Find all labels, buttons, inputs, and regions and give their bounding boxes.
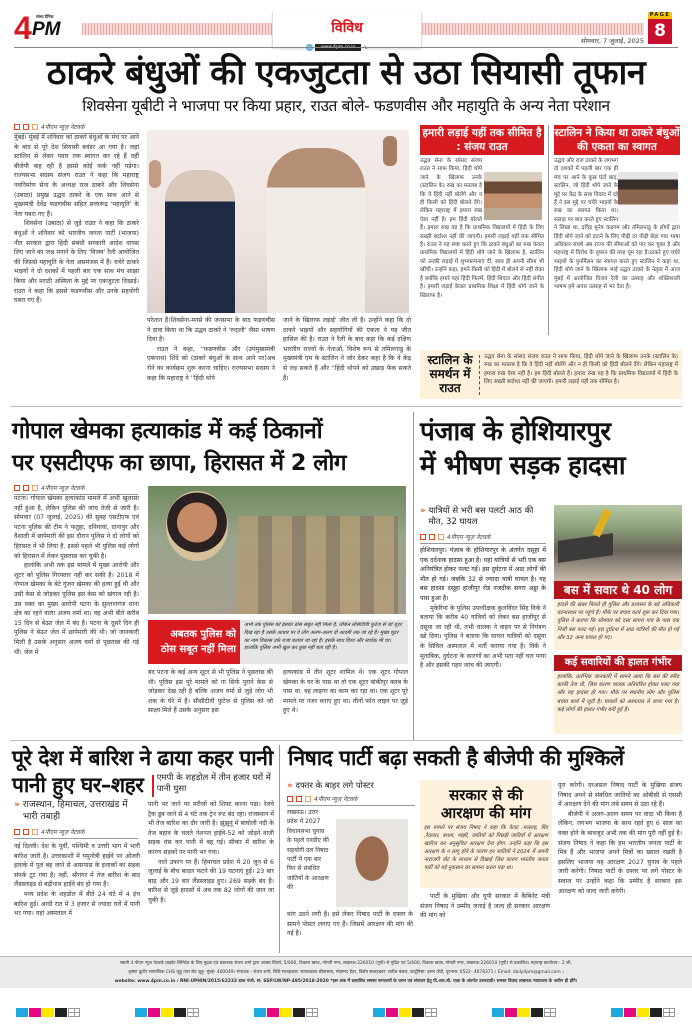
byline-square-icon [305, 796, 311, 802]
story2-headline[interactable] [12, 415, 412, 479]
byline-square-icon [32, 485, 38, 491]
story2-headline-line2: पर एसटीएफ का छापा, हिरासत में 2 लोग [12, 450, 346, 476]
crosshair-swatch [425, 1008, 437, 1017]
overturned-bus [558, 533, 613, 563]
story5-right [558, 781, 682, 951]
callout-title[interactable]: अबतक पुलिस को ठोस सबूत नहीं मिला [148, 620, 240, 664]
byline-square-icon [420, 534, 426, 540]
story4-col2 [148, 800, 274, 952]
column-divider [413, 412, 414, 740]
registration-swatch-group [135, 1002, 200, 1021]
story2-col1 [14, 494, 139, 738]
color-swatch [135, 1008, 147, 1017]
story1-photo-thackeray-brothers [147, 130, 409, 313]
story1-paragraph: राउत ने कहा, ''फडणवीस और (उपमुख्यमंत्री एकनाथ) शिंदे को (ठाकरे बंधुओं के साथ आने पर)अब रोने का कार्यक्रम शुरू करना चाहिए। राज्यसभा सदस्य ने कहा कि महाराष्ट्र ने ''हिंदी थोपे [147, 345, 275, 382]
kicker-text: यात्रियों से भरी बस पलटी आठ की मौत, 32 घायल [428, 506, 534, 527]
story4-lead-paragraph: नई दिल्ली। देश के पूर्वी, पश्चिमी व उत्तरी भाग में भारी बारिश जारी है। उत्तरकाशी में यमुनोत्री हाईवे पर ओजरी इलाके में पुल बह जाने से आसपास के इलाकों का सड़क संपर्क टूट गया है। वहीं, श्रीनगर में तेज बारिश के बाद लैंडस्लाइड से बद्रीनाथ हाईवे बंद हो गया है। [14, 843, 140, 889]
story5-byline [287, 795, 415, 806]
photo-sanjay-nishad [336, 819, 408, 907]
byline-square-icon [23, 485, 29, 491]
byline-square-icon [287, 796, 293, 802]
byline-text: 4पीएम न्यूज़ नेटवर्क [41, 124, 85, 131]
box2-title[interactable]: स्टालिन ने किया था ठाकरे बंधुओं की एकता का स्वागत [554, 127, 680, 153]
logo-tagline: सांध्य दैनिक [36, 14, 54, 19]
color-swatch [55, 1008, 67, 1017]
story3-body [420, 546, 546, 736]
story5-box-title[interactable]: सरकार से की आरक्षण की मांग [440, 786, 532, 822]
color-swatch [518, 1008, 530, 1017]
color-swatch [174, 1008, 186, 1017]
color-swatch [611, 1008, 623, 1017]
story3-lead-paragraph: होशियारपुर। पंजाब के होशियारपुर के अंतर्गत दसूहा में एक दर्दनाक हादसा हुआ है। यहां यात्रियों से भरी एक बस अनियंत्रित होकर पलट गई। इस दुर्घटना में आठ लोगों की मौत हो गई। जबकि 32 से ज्यादा यात्री घायल है। यह बस हादसा दसूहा हाजीपुर रोड नजदीक सगरा अड्डा के पास हुआ है। [420, 547, 546, 602]
crosshair-swatch [663, 1008, 675, 1017]
chevron-right-icon: » [14, 800, 20, 810]
color-swatch [42, 1008, 54, 1017]
story3-headline-line2: में भीषण सड़क हादसा [420, 451, 626, 481]
page-badge [648, 12, 672, 44]
story3-headline-line1: पंजाब के होशियारपुर [420, 417, 611, 447]
story3-box1-text: हादसे की खबर मिलते ही पुलिस और प्रशासन के बड़े अधिकारी घटनास्थल पर पहुंचे हैं। मौके पर बचाव कार्य शुरू कर दिया गया। पुलिस ने बताया कि सोमवार को दसा सागरा गांव के पास एक निजी बस पलट गई। इस दुर्घटना में आठ यात्रियों की मौत हो गई और 32 अन्य घायल हो गए। [554, 600, 682, 650]
box3-strip [420, 350, 682, 399]
issue-date: सोमवार, 7 जुलाई, 2025 [580, 37, 644, 45]
story5-paragraph: पूरा करेगी। दरअसल निषाद पार्टी के मुखिया संजय निषाद अपने से संबंधित जातियों का ओबीसी से एससी में आरक्षण देने की मांग लंबे समय से उठा रहे हैं। [558, 782, 682, 809]
story2-photo-police [148, 486, 406, 614]
registration-swatch-group [611, 1002, 676, 1021]
raised-hand [383, 136, 397, 166]
story4-paragraph: नाले उफान पर हैं। हिमाचल प्रदेश में 20 जून से 6 जुलाई के बीच बादल फटने की 19 घटनाएं हुई। 23 बार बाढ़ और 19 बार लैंडस्लाइड हुए। 269 सड़कें बंद हैं। बारिश से जुड़े हादसों में अब तक 82 लोगों की जान जा चुकी है। [148, 858, 274, 904]
kicker-text: राजस्थान, हिमाचल, उत्तराखंड में भारी तबाही [22, 800, 128, 822]
red-marker-icon [152, 775, 154, 797]
story1-col3 [283, 316, 411, 404]
box1-title[interactable]: हमारी लड़ाई यहीं तक सीमित है : संजय राउत [420, 125, 544, 155]
color-swatch [386, 1008, 398, 1017]
story4-paragraph: पानी भर जाने पर मरीजों को शिफ्ट करना पड़ा। रेलवे ट्रैक डूब जाने से 4 घंटे तक ट्रेन रूट बंद रहा। राजस्थान में भी तेज बारिश का दौर जारी है। झुंझुनूं में बाघोली नदी के तेज बहाव के चलते नेशनल हाईवे-52 को जोड़ने वाली सड़क धंस कर पानी में बह गई। सीकर में बारिश के कारण सड़कों पर पानी भर गया। [148, 801, 274, 856]
imprint-footer [0, 956, 692, 988]
box2-body: उद्धव और राज ठाकरे के लगभग दो दशकों में पहली बार एक ही मंच पर आने के कुछ घंटों बाद, स्टालिन, जो हिंदी थोपे जाने के मुद्दे पर केंद्र के साथ विवाद में रहे हैं ने इस मुद्दे पर चचेरे भाइयों के रुख का स्वागत किया था। सलाह पर बात करते हुए स्टालिन ने लिखा था, द्रविड़ मुनेत्र कड़गम और तमिलनाडु के लोगों द्वारा हिंदी थोपे जाने को हटाने के लिए पीढ़ी दर पीढ़ी छेड़ा गया भाषा अधिकार संघर्ष अब राज्य की सीमाओं को पार कर चुका है और महाराष्ट्र में विरोध के तूफान की तरह घूम रहा है।ठाकरे हुए चचेरे भाइयों के पुनर्मिलन का स्वागत करते हुए स्टालिन ने कहा था, हिंदी थोपे जाने के खिलाफ भाई उद्धव ठाकरे के नेतृत्व में आज मुंबई में आयोजित विजय रैली का उत्साह और शक्तिशाली भाषण हमें अपार उत्साह से भर देता है। [554, 158, 680, 291]
story1-col1 [14, 133, 139, 405]
box1-text [420, 157, 544, 339]
story2-callout [148, 620, 408, 664]
logo[interactable] [14, 10, 74, 46]
byline-text: 4पीएम न्यूज़ नेटवर्क [447, 534, 491, 541]
story1-lead-paragraph: मुंबई। मुंबई में शनिवार को ठाकरे बंधुओं के मंच पर आने के बाद से पूरे देश सियासी बवंडर आ गया है। जहां स्टालिन से लेकर पवार तक स्वागत कर रहे हैं वहीं बीजेपी कह रही है इससे कोई फर्क नहीं पड़ेगा। राज्यसभा सदस्य संजय राउत ने कहा कि महाराष्ट्र नवनिर्माण सेना के अध्यक्ष राज ठाकरे और शिवसेना (उबाठा) प्रमुख उद्धव ठाकरे के एक साथ आने से मुख्यमंत्री देवेंद्र फडणवीस सहित सत्तारूढ़ 'महायुति' के नेता घबरा गए हैं। [14, 134, 139, 218]
story4-col1 [14, 842, 140, 952]
chevron-right-icon: » [420, 506, 426, 516]
story5-paragraph: बीजेपी ने अलग-अलग समय पर वादा भी किया है लेकिन, लगभग भाजपा के साथ रहते हुए 6 साल का वक्त होने के बावजूद अभी तक की मांग पूरी नहीं हुई है। संजय निषाद ने कहा कि हम भारतीय जनता पार्टी के मित्र हैं और भाजपा अपने मित्रों का ख्याल रखती है इसलिए भाजपा यह आरक्षण 2027 चुनाव के पहले जारी करेगी। निषाद पार्टी के दफ्तर पर लगे पोस्टर के सवाल पर उन्होंने कहा कि उम्मीद है सरकार इस आरक्षण को जल्द जारी करेगी। [558, 810, 682, 895]
story2-headline-line1: गोपाल खेमका हत्याकांड में कई ठिकानों [12, 418, 323, 444]
photo-spacer [618, 157, 680, 223]
story5-box [420, 780, 552, 888]
byline-square-icon [14, 829, 20, 835]
story1-col2 [147, 316, 275, 404]
figure-right [267, 148, 365, 313]
color-swatch [267, 1008, 279, 1017]
registration-swatch-group [373, 1002, 438, 1021]
police-figures [238, 516, 398, 614]
story4-byline [14, 828, 138, 839]
story5-kicker [287, 781, 415, 792]
color-swatch [29, 1008, 41, 1017]
masthead-rule [14, 47, 678, 48]
crosshair-swatch [68, 1008, 80, 1017]
imprint-line-1: स्वामी 4 पीएम न्यूज नेटवर्क प्राइवेट लिमिटेड के लिए मुद्रक एवं प्रकाशक संजय शर्मा द्वारा आस्था प्रिंटर्स, 5/600, विकास खण्ड, गोमती नगर, लखनऊ-226010 (यूपी) से मुद्रित एवं 5/600, विकास खण्ड, गोमती नगर, लखनऊ-226010 (यूपी) से प्रकाशित। महाराष्ट्र कार्यालय:- 2 जी, [120, 961, 572, 966]
registration-swatch-group [492, 1002, 557, 1021]
crosshair-swatch [306, 1008, 318, 1017]
story2-paragraph: हालांकि अभी तक इस मामले में मुख्य आरोपी और शूटर को पुलिस गिरफ्तार नहीं कर सकी है। 2018 में गोपाल खेमका के बेटे गुंजन खेमका की हत्या हुई थी और उसी केस से जोड़कर पुलिस इस केस को खंगाल रही है। उस वक्त का मुख्य आरोपी पटना के सुल्तानगंज थाना क्षेत्र का रहने वाला अजय वर्मा था। वह अभी बीते करीब 15 दिन से बेऊर जेल में बंद है। पटना के दूसरे दिन ही पुलिस ने बेऊर जेल में छापेमारी की थी। जो जानकारी मिली है उसके अनुसार अजय वर्मा से पूछताछ की गई थी। जेल में [14, 562, 139, 656]
story3-kicker [420, 506, 546, 528]
section-rule [10, 740, 682, 741]
byline-text: 4पीएम न्यूज़ नेटवर्क [41, 485, 85, 492]
callout-text: अभी तक पुलिस को इसका ठोस सबूत नहीं मिला है, लेकिन सीसीटीवी फुटेज से जो शूटर दिख रहा है उसके आधार पर वे लोग अलग-अलग दो आदमी तक जा रहे हैं। मुख्य शूटर का नाम विकास उर्फ़ राजा बताया जा रहा है। इसके साथ विश्व और सार्थक भी था। हालांकि पुलिस अभी खुल कर कुछ नहीं बता रही है। [244, 622, 402, 652]
color-swatch [254, 1008, 266, 1017]
color-swatch [650, 1008, 662, 1017]
color-swatch [293, 1008, 305, 1017]
side-head-text: एमपी के शहडोल में तीन हजार घरों में पानी घुसा [156, 773, 271, 794]
story1-paragraph: शिवसेना (उबाठा) से जुड़े राउत ने कहा कि ठाकरे बंधुओं ने शनिवार को भारतीय जनता पार्टी (भाजपा) नीत सरकार द्वारा हिंदी संबंधी सरकारी आदेश वापस लिए जाने का जश्न मनाने के लिए 'विजय' रैली आयोजित की जिससे महायुति के नेता असमंजस में हैं। चचेरे ठाकरे भाइयों ने दो दशकों में पहली बार एक साथ मंच साझा किया और मराठी अस्मिता के मुद्दे पर एकजुटता दिखाई। राउत ने कहा कि इससे फडणवीस और उनके सहयोगी घबरा गए हैं। [14, 220, 139, 305]
story4-kicker [14, 800, 142, 823]
color-swatch [531, 1008, 543, 1017]
color-swatch [16, 1008, 28, 1017]
story2-paragraph: बंद पटना के कई अन्य शूटर से भी पुलिस ने पूछताछ की थी। पुलिस इस पूरे मामले को ना सिर्फ पुराने केस से जोड़कर देख रही है बल्कि अजय वर्मा से जुड़े लोग भी शक के घेरे में हैं। सीसीटीवी फुटेज से पुलिस को जो साक्ष्य मिले हैं उसके अनुसार इस [148, 669, 273, 715]
column-divider [279, 745, 280, 953]
color-swatch [399, 1008, 411, 1017]
byline-square-icon [296, 796, 302, 802]
story2-col3 [283, 668, 408, 734]
story1-subhead: शिवसेना यूबीटी ने भाजपा पर किया प्रहार, राउत बोले- फडणवीस और महायुति के अन्य नेता परेशान [82, 97, 610, 115]
story3-byline [420, 533, 546, 544]
story3-photo-bus-accident [554, 505, 682, 581]
page-number: 8 [648, 19, 672, 44]
registration-swatch-group [16, 1002, 81, 1021]
byline-square-icon [23, 124, 29, 130]
story3-box1-title[interactable]: बस में सवार थे 40 लोग [554, 581, 682, 599]
byline-square-icon [429, 534, 435, 540]
chevron-right-icon: » [287, 781, 293, 791]
section-rule [10, 406, 682, 407]
inset-portrait-khemka [166, 491, 228, 561]
color-swatch [161, 1008, 173, 1017]
story5-lead-rest: मांग उठने लगी है। इसे लेकर निषाद पार्टी के दफ्तर के सामने पोस्टर लगाए गए हैं। जिसमें आरक्षण की मांग की गई है। [287, 911, 413, 938]
byline-square-icon [32, 124, 38, 130]
column-divider [548, 125, 549, 335]
imprint-line-3: website: www.4pm.co.in । RNI-UPHIN/2015/62233 डाक पंजी. सं- SSP/LW/NP-495/2018-2020 *इस अंक में प्रकाशित समस्त समाचारों के चयन एवं संपादन हेतु पी.आर.बी. एक्ट के अंतर्गत उत्तरदायी। समस्त विवाद लखनऊ न्यायालय के अधीन ही होंगे। [114, 979, 578, 984]
story2-paragraph: हत्याकांड में तीन शूटर शामिल थे। एक शूटर गोपाल खेमका के घर के पास था तो एक शूटर बांकीपुर क्लब के पास था. वह लाइनर का काम कर रहा था। एक शूटर पूरे मामले पर नजर बनाए हुए था। तीनों फोन लाइन पर जुड़े हुए थे। [283, 669, 408, 715]
header-stripe-right [422, 23, 644, 35]
story5-headline[interactable]: निषाद पार्टी बढ़ा सकती है बीजेपी की मुश्किलें [288, 746, 624, 770]
story3-paragraph: मुकेरियां के पुलिस उपाधीक्षक कुलविंदर सिंह विर्क ने बताया कि करीब 40 यात्रियों को लेकर बस हाजीपुर से दसूया जा रही थी, तभी चालक ने वाहन पर से नियंत्रण खो दिया। पुलिस ने बताया कि घायल यात्रियों को दसूया के सिविल अस्पताल में भर्ती कराया गया है। विर्क ने मुताबिक, दुर्घटना के कारणों का अभी पता नहीं चल पाया है और इसकी गहन जांच की जाएगी। [420, 604, 546, 670]
story1-headline[interactable]: ठाकरे बंधुओं की एकजुटता से उठा सियासी तूफान [46, 53, 646, 93]
story5-mid [420, 892, 550, 952]
byline-square-icon [32, 829, 38, 835]
box3-title[interactable]: स्टालिन के समर्थन में राउत [427, 353, 473, 395]
story3-box2-text: हालांकि, प्रारंभिक जानकारी में सामने आया कि बस की स्पीड काफी तेज थी, जिस कारण चालक अनियंत्रित होकर पलट गया और यह हादसा हो गया। मौके पर स्थानीय लोग और पुलिस बचाव कार्य में जुटी है। घायलों को अस्पताल ले जाया गया है। कई लोगों की हालत गंभीर बनी हुई है। [554, 672, 682, 734]
story3-headline[interactable] [420, 415, 682, 483]
story2-lead-paragraph: पटना। गोपाल खेमका हत्याकांड मामले में अभी खुलासा नहीं हुआ है, लेकिन पुलिस की जांच तेजी से जारी है। सोमवार (07 जुलाई, 2025) की सुबह एसटीएफ एवं पटना पुलिस की टीम ने फतुहा, दनियावां, दानापुर और वैशाली में छापेमारी की इस दौरान पुलिस ने दो लोगों को हिरासत में भी लिया है. इससे पहले भी पुलिस कई लोगों को हिरासत में लेकर पूछताछ कर चुकी है। [14, 495, 139, 560]
story4-headline-line2: पानी हुए घर–शहर [12, 773, 144, 797]
header-stripe-left [82, 23, 272, 35]
color-swatch [624, 1008, 636, 1017]
story5-lead-wrap: लखनऊ। उत्तर प्रदेश में 2027 विधानसभा चुनाव के पहले एनडीए की सहयोगी दल निषाद पार्टी में एक बार फिर से संबंधित जातियों के आरक्षण की [287, 809, 329, 892]
figure-left [165, 170, 235, 313]
color-swatch [505, 1008, 517, 1017]
byline-square-icon [23, 829, 29, 835]
page-label: PAGE [649, 12, 671, 18]
color-swatch [637, 1008, 649, 1017]
box3-dashed-divider [479, 355, 480, 395]
story2-col2 [148, 668, 273, 734]
story4-paragraph: मध्य प्रदेश के शहडोल में बीते 24 घंटे में 4 इंच बारिश हुई। आधी रात में 3 हजार से ज्यादा घरों में पानी भर गया। यहां अस्पताल में [14, 890, 140, 918]
crosshair-swatch [544, 1008, 556, 1017]
byline-square-icon [14, 124, 20, 130]
crosshair-swatch [187, 1008, 199, 1017]
masthead [0, 0, 692, 50]
byline-square-icon [14, 485, 20, 491]
kicker-text: दफ्तर के बाहर लगे पोस्टर [295, 781, 374, 791]
color-swatch [492, 1008, 504, 1017]
logo-number: 4 [14, 10, 32, 46]
color-swatch [412, 1008, 424, 1017]
color-swatch [148, 1008, 160, 1017]
story1-paragraph: परेशान हैं।शिवसेना-मनसे की जनसभा के बाद फडणवीस ने दावा किया था कि उद्धव ठाकरे ने 'रुदाली' जैसा भाषण दिया है। [147, 317, 275, 344]
story4-headline-line1: पूरे देश में बारिश ने ढाया कहर पानी [12, 746, 273, 770]
section-title: विविध [331, 20, 363, 36]
story5-paragraph: पार्टी के मुखिया और यूपी सरकार में कैबिनेट मंत्री संजय निषाद ने उम्मीद जताई है जल्द ही सरकार आरक्षण की मांग को [420, 893, 550, 920]
box1-body: उद्धव सेना के सांसद संजय राउत ने साफ किया, हिंदी थोपे जाने के खिलाफ उनके (स्टालिन के) रुख का मतलब है कि वे हिंदी नहीं बोलेंगे और न ही किसी को हिंदी बोलने देंगे। लेकिन महाराष्ट्र में हमारा रुख ऐसा नहीं है। हम हिंदी बोलते हैं। हमारा रुख यह है कि प्राथमिक विद्यालयों में हिंदी के लिए सख्ती बर्दाश्त नहीं की जाएगी। हमारी लड़ाई यहीं तक सीमित है। राउत ने यह स्पष्ट करते हुए कि ठाकरे बंधुओं का रुख केवल प्राथमिक विद्यालयों में हिंदी थोपे जाने के खिलाफ है, स्टालिन को उनकी लड़ाई में शुभकामनाएं दीं, साथ ही अपनी सीमा भी खींची। उन्होंने कहा, हमने किसी को हिंदी में बोलने से नहीं रोका है क्योंकि हमारे यहां हिंदी फिल्में, हिंदी थिएटर और हिंदी संगीत है। हमारी लड़ाई केवल प्राथमिक शिक्षा में हिंदी थोपे जाने के खिलाफ है। [420, 158, 544, 299]
story3-box2-title[interactable]: कई सवारियों की हालत गंभीर [554, 655, 682, 671]
logo-pm: PM [32, 19, 61, 40]
color-swatch [280, 1008, 292, 1017]
byline-square-icon [438, 534, 444, 540]
box3-text: उद्धव सेना के सांसद संजय राउत ने साफ किया, हिंदी थोपे जाने के खिलाफ उनके (स्टालिन के) रुख का मतलब है कि वे हिंदी नहीं बोलेंगे और न ही किसी को हिंदी बोलने देंगे। लेकिन महाराष्ट्र में हमारा रुख ऐसा नहीं है। हम हिंदी बोलते हैं। हमारा रुख यह है कि प्राथमिक विद्यालयों में हिंदी के लिए सख्ती बर्दाश्त नहीं की जाएगी। हमारी लड़ाई यहीं तक सीमित है। [484, 354, 678, 386]
story4-side-head [152, 773, 280, 797]
imprint-line-2: कृष्णा कुटीर सामाजिक CHS जुहू तारा रोड जुहू- मुंबई- 400049। संपादक - संजय शर्मा, विधि सलाहकार: सत्यप्रकाश श्रीवास्तव, मोहम्मद हैदर, विशेष सलाहकार: सतीश बंसल, कार्टूनिस्ट: हसन जैदी, दूरभाष: 0522- 4078371 । Email: daily4pm@gmail.com । [128, 970, 564, 975]
story5-box-text: इस मामले पर संजय निषाद ने कहा कि केवट ,मल्लाह, बिंद ,रैकवार, बाथम, मांझी, जातियों को पिछड़ी जातियों में आरक्षण खारिज कर अनुसूचित आरक्षण देना होगा. उन्होंने कहा कि इस आरक्षण के न लागू होने के कारण इन जातियों ने 2024 में अपनी नाराजगी वोट के माध्यम से दिखाई जिस कारण भारतीय जनता पार्टी को बड़े नुकसान का सामना करना पड़ा था। [424, 825, 548, 871]
registration-swatch-group [254, 1002, 319, 1021]
story1-paragraph: जाने के खिलाफ लड़ाई' जीत ली है। उन्होंने कहा कि दो ठाकरे भाइयों और सहयोगियों की एकता ने यह जीत हासिल की है। राउत ने रैली के बाद कहा कि कई दक्षिण भारतीय राज्यों के नेताओं, विशेष रूप से तमिलनाडु के मुख्यमंत्री एम के स्टालिन ने जोर देकर कहा है कि वे केंद्र से लड़ सकते हैं और ''हिंदी थोपने को उखाड़ फेंक सकते हैं। [283, 317, 411, 382]
color-swatch [373, 1008, 385, 1017]
color-registration-bar [0, 990, 692, 1024]
byline-text: 4पीएम न्यूज़ नेटवर्क [41, 829, 85, 836]
byline-text: 4पीएम न्यूज़ नेटवर्क [314, 796, 358, 803]
raised-hand [149, 160, 161, 188]
box2-text [554, 157, 680, 339]
